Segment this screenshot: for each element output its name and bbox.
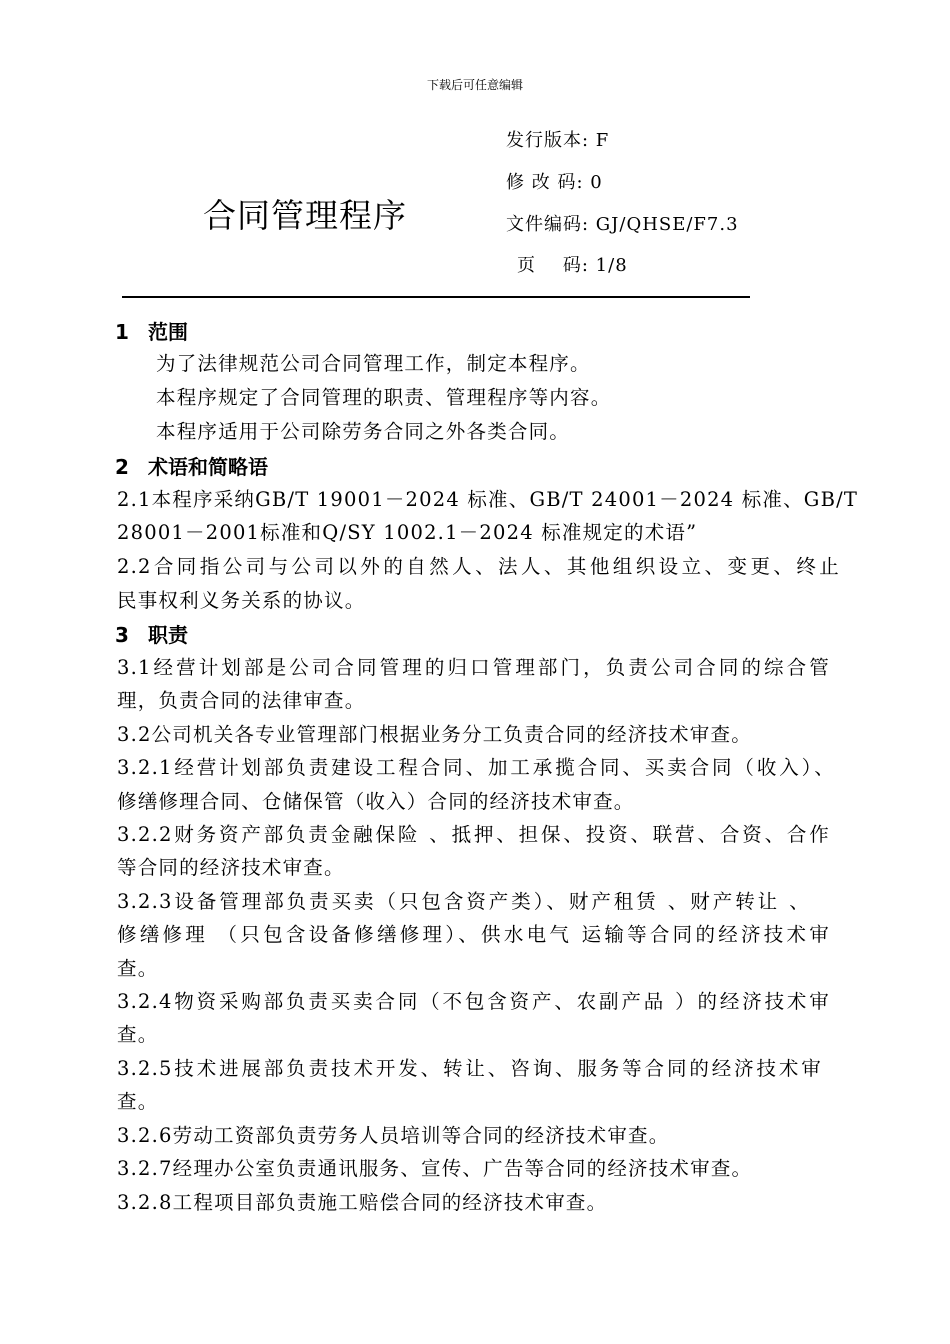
meta-revision: 修 改 码: 0 bbox=[506, 172, 603, 193]
section-heading-responsibilities bbox=[115, 619, 188, 648]
paragraph-line: 修缮修理合同、仓储保管（收入）合同的经济技术审查。 bbox=[117, 790, 635, 813]
header-rule bbox=[122, 296, 750, 298]
section-title: 范围 bbox=[148, 320, 188, 344]
meta-page: 页 码: 1/8 bbox=[517, 255, 628, 276]
paragraph-line: 本程序规定了合同管理的职责、管理程序等内容。 bbox=[156, 386, 612, 409]
paragraph-line: 查。 bbox=[117, 1090, 159, 1113]
section-title: 术语和简略语 bbox=[148, 455, 268, 479]
paragraph-line: 3.2.8工程项目部负责施工赔偿合同的经济技术审查。 bbox=[117, 1191, 608, 1214]
section-heading-terms bbox=[115, 451, 268, 480]
paragraph-line: 为了法律规范公司合同管理工作，制定本程序。 bbox=[156, 352, 591, 375]
section-number: 3 bbox=[115, 623, 129, 647]
paragraph-line: 等合同的经济技术审查。 bbox=[117, 856, 345, 879]
paragraph-line: 3.2.4物资采购部负责买卖合同（不包含资产、农副产品 ）的经济技术审 bbox=[117, 990, 830, 1013]
document-title: 合同管理程序 bbox=[203, 196, 407, 235]
paragraph-line: 2.2合同指公司与公司以外的自然人、法人、其他组织设立、变更、终止 bbox=[117, 555, 840, 578]
paragraph-line: 3.2.1经营计划部负责建设工程合同、加工承揽合同、买卖合同（收入）、 bbox=[117, 756, 835, 779]
meta-version: 发行版本: F bbox=[506, 130, 610, 151]
section-title: 职责 bbox=[148, 623, 188, 647]
section-number: 1 bbox=[115, 320, 129, 344]
paragraph-line: 3.2.3设备管理部负责买卖（只包含资产类）、财产租赁 、财产转让 、 bbox=[117, 890, 810, 913]
paragraph-line: 3.2.5技术进展部负责技术开发、转让、咨询、服务等合同的经济技术审 bbox=[117, 1057, 822, 1080]
paragraph-line: 理，负责合同的法律审查。 bbox=[117, 689, 366, 712]
paragraph-line: 3.2公司机关各专业管理部门根据业务分工负责合同的经济技术审查。 bbox=[117, 723, 752, 746]
header-note: 下载后可任意编辑 bbox=[426, 78, 523, 92]
paragraph-line: 3.2.7经理办公室负责通讯服务、宣传、广告等合同的经济技术审查。 bbox=[117, 1157, 753, 1180]
paragraph-line: 民事权利义务关系的协议。 bbox=[117, 589, 366, 612]
paragraph-line: 查。 bbox=[117, 1023, 159, 1046]
paragraph-line: 3.1经营计划部是公司合同管理的归口管理部门，负责公司合同的综合管 bbox=[117, 656, 830, 679]
paragraph-line: 查。 bbox=[117, 957, 159, 980]
paragraph-line: 3.2.2财务资产部负责金融保险 、抵押、担保、投资、联营、合资、合作 bbox=[117, 823, 830, 846]
paragraph-line: 28001－2001标准和Q/SY 1002.1－2024 标准规定的术语” bbox=[117, 521, 698, 544]
paragraph-line: 3.2.6劳动工资部负责劳务人员培训等合同的经济技术审查。 bbox=[117, 1124, 670, 1147]
section-heading-scope bbox=[115, 316, 188, 345]
meta-doc-code: 文件编码: GJ/QHSE/F7.3 bbox=[506, 214, 739, 235]
paragraph-line: 本程序适用于公司除劳务合同之外各类合同。 bbox=[156, 420, 571, 443]
paragraph-line: 修缮修理 （只包含设备修缮修理）、供水电气 运输等合同的经济技术审 bbox=[117, 923, 830, 946]
paragraph-line: 2.1本程序采纳GB/T 19001－2024 标准、GB/T 24001－2024 标准、GB/T bbox=[117, 488, 859, 511]
section-number: 2 bbox=[115, 455, 129, 479]
